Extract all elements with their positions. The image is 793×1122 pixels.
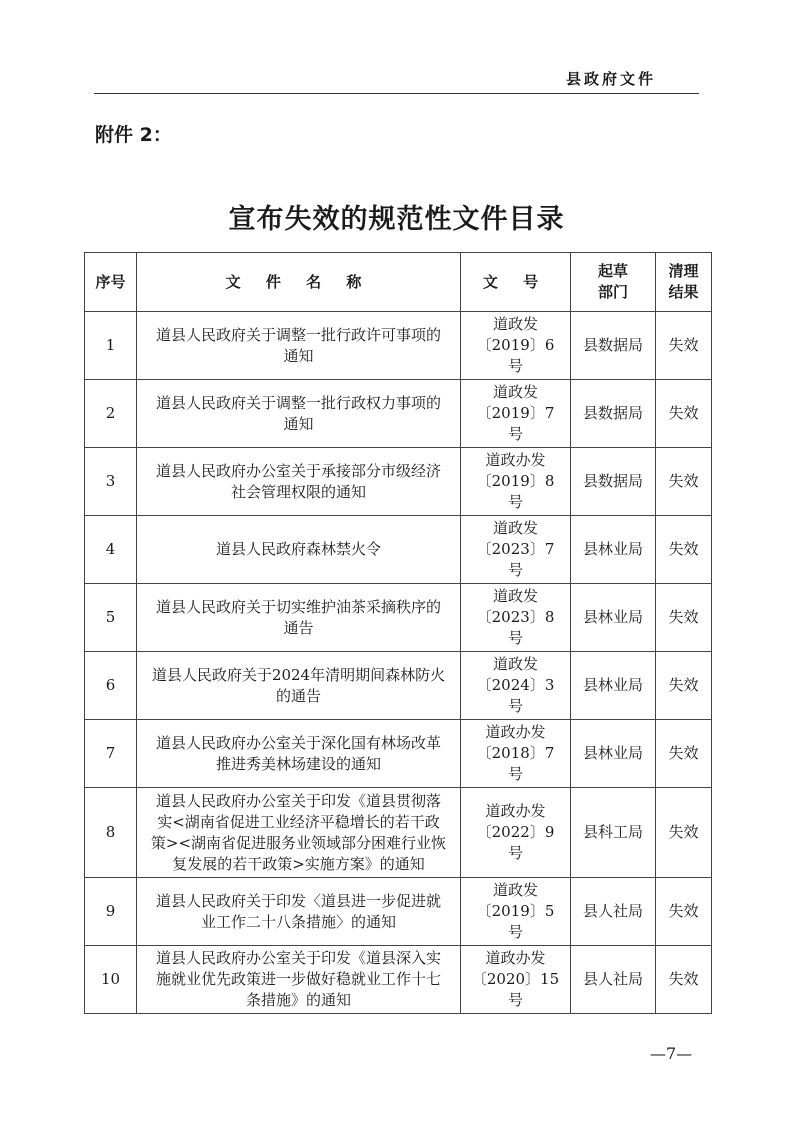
- row-drafting-department: 县数据局: [571, 448, 656, 516]
- row-document-name-line: 道县人民政府关于调整一批行政权力事项的: [155, 393, 441, 412]
- row-index: 1: [85, 312, 137, 380]
- row-index: 9: [85, 878, 137, 946]
- row-index: 10: [85, 946, 137, 1014]
- row-drafting-department: 县数据局: [571, 312, 656, 380]
- table-header-row: [85, 253, 712, 312]
- row-document-number-line: 〔2023〕7 号: [476, 540, 555, 579]
- row-document-number: [461, 448, 571, 516]
- running-header-title: 县政府文件: [566, 70, 657, 88]
- table-row: [85, 584, 712, 652]
- row-drafting-department: 县数据局: [571, 380, 656, 448]
- row-document-number-line: 〔2022〕9 号: [476, 823, 555, 862]
- row-drafting-department: 县人社局: [571, 946, 656, 1014]
- row-document-name: [137, 312, 461, 380]
- row-document-number-line: 道政发: [492, 881, 538, 899]
- row-document-number: [461, 946, 571, 1014]
- row-document-name-line: 道县人民政府办公室关于印发《道县深入实: [155, 949, 441, 967]
- row-document-number-line: 道政发: [492, 383, 538, 401]
- row-document-name-line: 推进秀美林场建设的通知: [215, 754, 381, 773]
- row-document-name-line: 实<湖南省促进工业经济平稳增长的若干政: [157, 812, 440, 831]
- row-document-number-line: 〔2019〕5 号: [476, 902, 555, 941]
- row-document-number-line: 道政办发: [485, 451, 546, 469]
- row-document-number: [461, 720, 571, 788]
- row-document-name: [137, 584, 461, 652]
- table-row: [85, 878, 712, 946]
- row-document-name-line: 施就业优先政策进一步做好稳就业工作十七: [155, 970, 441, 988]
- row-document-number-line: 〔2019〕8 号: [476, 472, 555, 511]
- row-document-number: [461, 652, 571, 720]
- row-index: 2: [85, 380, 137, 448]
- row-drafting-department: 县林业局: [571, 652, 656, 720]
- row-cleanup-result: 失效: [656, 584, 712, 652]
- header-document-number: 文 号: [461, 253, 571, 312]
- row-document-name-line: 道县人民政府关于印发〈道县进一步促进就: [155, 891, 441, 910]
- header-rule: [94, 93, 699, 94]
- row-document-name: [137, 946, 461, 1014]
- row-document-number-line: 〔2019〕7 号: [476, 404, 555, 443]
- header-index: 序号: [85, 253, 137, 312]
- row-document-name-line: 通告: [283, 618, 314, 637]
- table-row: [85, 652, 712, 720]
- attachment-label: 附件 2：: [95, 124, 172, 146]
- row-document-name-line: 道县人民政府森林禁火令: [215, 540, 381, 558]
- row-document-name-line: 道县人民政府关于调整一批行政许可事项的: [155, 325, 441, 344]
- row-document-name-line: 业工作二十八条措施〉的通知: [200, 912, 396, 931]
- row-document-number: [461, 878, 571, 946]
- row-document-name-line: 道县人民政府办公室关于承接部分市级经济: [155, 461, 441, 480]
- row-index: 8: [85, 788, 137, 878]
- row-drafting-department: 县林业局: [571, 720, 656, 788]
- row-document-number-line: 〔2024〕3 号: [476, 676, 555, 715]
- row-index: 6: [85, 652, 137, 720]
- row-document-name: [137, 652, 461, 720]
- table-row: [85, 946, 712, 1014]
- row-cleanup-result: 失效: [656, 946, 712, 1014]
- row-document-number-line: 道政办发: [485, 723, 546, 741]
- row-drafting-department: 县人社局: [571, 878, 656, 946]
- row-document-name-line: 条措施》的通知: [245, 991, 351, 1009]
- header-cleanup-result: [656, 253, 712, 312]
- row-document-number-line: 道政发: [492, 315, 538, 333]
- row-document-number-line: 〔2019〕6 号: [476, 336, 555, 375]
- table-row: [85, 720, 712, 788]
- row-drafting-department: 县林业局: [571, 584, 656, 652]
- row-index: 7: [85, 720, 137, 788]
- row-document-name-line: 的通告: [275, 686, 321, 705]
- row-index: 5: [85, 584, 137, 652]
- table-row: [85, 516, 712, 584]
- row-document-name-line: 道县人民政府关于2024年清明期间森林防火: [151, 665, 446, 684]
- row-document-name-line: 复发展的若干政策>实施方案》的通知: [172, 854, 425, 873]
- row-document-name: [137, 448, 461, 516]
- row-document-number-line: 〔2018〕7 号: [476, 744, 555, 783]
- row-document-number: [461, 584, 571, 652]
- row-document-number: [461, 516, 571, 584]
- row-drafting-department: 县林业局: [571, 516, 656, 584]
- table-row: [85, 380, 712, 448]
- row-document-name: [137, 878, 461, 946]
- row-cleanup-result: 失效: [656, 652, 712, 720]
- row-index: 3: [85, 448, 137, 516]
- row-document-name: [137, 516, 461, 584]
- row-cleanup-result: 失效: [656, 312, 712, 380]
- row-document-name-line: 社会管理权限的通知: [230, 482, 366, 501]
- row-document-name: [137, 380, 461, 448]
- row-cleanup-result: 失效: [656, 788, 712, 878]
- table-row: [85, 312, 712, 380]
- row-document-name-line: 策><湖南省促进服务业领域部分困难行业恢: [150, 833, 447, 852]
- row-cleanup-result: 失效: [656, 720, 712, 788]
- row-document-number-line: 道政发: [492, 655, 538, 673]
- document-catalog-table: [84, 252, 712, 1014]
- row-document-number: [461, 380, 571, 448]
- row-document-number-line: 〔2020〕15 号: [471, 970, 560, 1009]
- row-document-name: [137, 788, 461, 878]
- row-document-number: [461, 788, 571, 878]
- header-drafting-department-line1: 起草: [597, 262, 628, 280]
- row-cleanup-result: 失效: [656, 516, 712, 584]
- row-document-number-line: 道政发: [492, 587, 538, 605]
- row-document-name-line: 通知: [283, 346, 314, 365]
- row-document-name-line: 道县人民政府办公室关于印发《道县贯彻落: [155, 791, 441, 810]
- row-document-name-line: 道县人民政府办公室关于深化国有林场改革: [155, 733, 441, 752]
- row-cleanup-result: 失效: [656, 878, 712, 946]
- row-drafting-department: 县科工局: [571, 788, 656, 878]
- row-document-name-line: 通知: [283, 414, 314, 433]
- table-row: [85, 448, 712, 516]
- row-document-number-line: 〔2023〕8 号: [476, 608, 555, 647]
- row-cleanup-result: 失效: [656, 448, 712, 516]
- header-drafting-department-line2: 部门: [597, 283, 628, 301]
- page-number: —7—: [650, 1044, 693, 1063]
- row-document-number-line: 道政办发: [485, 802, 546, 820]
- row-document-number-line: 道政办发: [485, 949, 546, 967]
- header-drafting-department: [571, 253, 656, 312]
- row-index: 4: [85, 516, 137, 584]
- table-row: [85, 788, 712, 878]
- header-cleanup-result-line2: 结果: [668, 283, 699, 301]
- document-title: 宣布失效的规范性文件目录: [228, 204, 565, 235]
- row-document-name-line: 道县人民政府关于切实维护油茶采摘秩序的: [155, 597, 441, 616]
- row-cleanup-result: 失效: [656, 380, 712, 448]
- row-document-name: [137, 720, 461, 788]
- header-cleanup-result-line1: 清理: [668, 262, 699, 280]
- row-document-number-line: 道政发: [492, 519, 538, 537]
- row-document-number: [461, 312, 571, 380]
- header-document-name: 文 件 名 称: [137, 253, 461, 312]
